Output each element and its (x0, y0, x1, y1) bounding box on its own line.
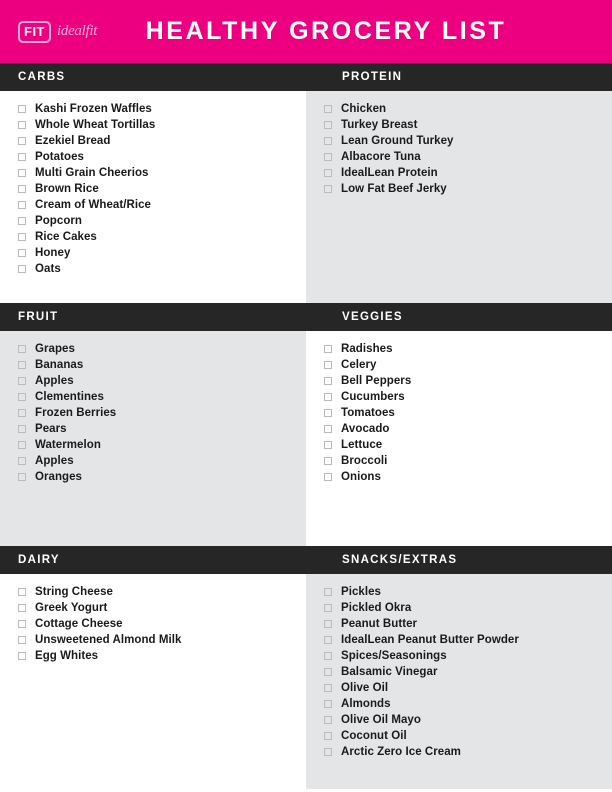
section-row-3 (0, 546, 612, 789)
checklist-item[interactable] (0, 373, 306, 389)
checklist-item-label: Popcorn (35, 215, 82, 227)
checkbox-icon[interactable] (18, 441, 26, 449)
section-title-protein: PROTEIN (342, 71, 403, 83)
checklist-item-label: Egg Whites (35, 650, 99, 662)
section-header-row-1 (0, 63, 612, 91)
section-title-veggies: VEGGIES (342, 311, 403, 323)
checklist-item-label: Apples (35, 455, 74, 467)
section-list-dairy (0, 574, 306, 789)
checklist-item-label: Rice Cakes (35, 231, 97, 243)
checklist-item-label: Tomatoes (341, 407, 395, 419)
checklist-item[interactable] (0, 648, 306, 664)
checkbox-icon[interactable] (18, 201, 26, 209)
checklist-item-label: Pears (35, 423, 67, 435)
checklist-item[interactable] (306, 728, 612, 744)
checklist-item[interactable] (0, 632, 306, 648)
section-row-2 (0, 303, 612, 546)
checklist-item-label: Potatoes (35, 151, 84, 163)
checklist-item-label: Whole Wheat Tortillas (35, 119, 156, 131)
checkbox-icon[interactable] (18, 249, 26, 257)
checklist-item[interactable] (0, 197, 306, 213)
checklist-item-label: Grapes (35, 343, 75, 355)
checklist-item-label: Clementines (35, 391, 104, 403)
checklist-item-label: Honey (35, 247, 71, 259)
checkbox-icon[interactable] (18, 361, 26, 369)
section-header-row-3 (0, 546, 612, 574)
checklist-item[interactable] (0, 469, 306, 485)
checkbox-icon[interactable] (324, 409, 332, 417)
checklist-item-label: Avocado (341, 423, 390, 435)
section-title-fruit: FRUIT (18, 311, 59, 323)
section-body-row-3 (0, 574, 612, 789)
checklist-item[interactable] (306, 469, 612, 485)
checkbox-icon[interactable] (18, 377, 26, 385)
checklist-item[interactable] (0, 600, 306, 616)
checklist-item-label: Arctic Zero Ice Cream (341, 746, 461, 758)
checklist-item[interactable] (306, 133, 612, 149)
checklist-item[interactable] (0, 229, 306, 245)
checklist-item-label: Bananas (35, 359, 84, 371)
checkbox-icon[interactable] (324, 652, 332, 660)
checkbox-icon[interactable] (18, 588, 26, 596)
checklist-item[interactable] (306, 600, 612, 616)
checklist-item-label: Lettuce (341, 439, 383, 451)
checklist-item[interactable] (306, 341, 612, 357)
checkbox-icon[interactable] (18, 233, 26, 241)
section-list-protein (306, 91, 612, 303)
checklist-item-label: Chicken (341, 103, 387, 115)
checklist-item-label: IdealLean Peanut Butter Powder (341, 634, 519, 646)
checklist-item-label: Albacore Tuna (341, 151, 421, 163)
checklist-item[interactable] (0, 584, 306, 600)
section-header-row-2 (0, 303, 612, 331)
checklist-item[interactable] (0, 357, 306, 373)
section-title-carbs: CARBS (18, 71, 66, 83)
section-list-veggies (306, 331, 612, 546)
checkbox-icon[interactable] (324, 153, 332, 161)
checkbox-icon[interactable] (18, 393, 26, 401)
checklist-item[interactable] (306, 389, 612, 405)
section-body-row-1 (0, 91, 612, 303)
checkbox-icon[interactable] (324, 604, 332, 612)
checkbox-icon[interactable] (324, 748, 332, 756)
checklist-item[interactable] (0, 437, 306, 453)
checkbox-icon[interactable] (324, 425, 332, 433)
checklist-item[interactable] (306, 744, 612, 760)
checkbox-icon[interactable] (18, 425, 26, 433)
checklist-item-label: Olive Oil Mayo (341, 714, 421, 726)
checklist-item[interactable] (306, 664, 612, 680)
checkbox-icon[interactable] (18, 604, 26, 612)
checklist-item[interactable] (0, 453, 306, 469)
checkbox-icon[interactable] (324, 377, 332, 385)
checklist-item[interactable] (306, 616, 612, 632)
checkbox-icon[interactable] (18, 137, 26, 145)
checklist-item[interactable] (306, 357, 612, 373)
checklist-item-label: Low Fat Beef Jerky (341, 183, 447, 195)
checkbox-icon[interactable] (324, 620, 332, 628)
checkbox-icon[interactable] (324, 137, 332, 145)
section-list-snacks-extras (306, 574, 612, 789)
checkbox-icon[interactable] (324, 473, 332, 481)
checklist-item[interactable] (306, 632, 612, 648)
section-row-1 (0, 63, 612, 303)
checklist-item-label: Cream of Wheat/Rice (35, 199, 151, 211)
checklist-item[interactable] (306, 181, 612, 197)
checklist-item-label: Cucumbers (341, 391, 405, 403)
checklist-item[interactable] (306, 101, 612, 117)
checkbox-icon[interactable] (18, 345, 26, 353)
checklist-item-label: Balsamic Vinegar (341, 666, 438, 678)
checklist-item[interactable] (0, 405, 306, 421)
checkbox-icon[interactable] (324, 345, 332, 353)
checklist-item-label: Coconut Oil (341, 730, 407, 742)
checklist-item[interactable] (0, 181, 306, 197)
checklist-item[interactable] (0, 117, 306, 133)
checklist-item-label: Unsweetened Almond Milk (35, 634, 182, 646)
checkbox-icon[interactable] (324, 169, 332, 177)
checklist-item[interactable] (306, 712, 612, 728)
section-list-fruit (0, 331, 306, 546)
checklist-item-label: Multi Grain Cheerios (35, 167, 149, 179)
checklist-item[interactable] (0, 616, 306, 632)
checklist-item-label: Almonds (341, 698, 391, 710)
logo-fit-badge: FIT (18, 21, 51, 43)
checkbox-icon[interactable] (18, 153, 26, 161)
sections-board (0, 63, 612, 792)
checkbox-icon[interactable] (324, 457, 332, 465)
checklist-item[interactable] (0, 421, 306, 437)
checklist-item[interactable] (306, 117, 612, 133)
checkbox-icon[interactable] (324, 441, 332, 449)
checklist-item-label: Lean Ground Turkey (341, 135, 454, 147)
checkbox-icon[interactable] (18, 473, 26, 481)
checklist-item-label: Frozen Berries (35, 407, 117, 419)
checkbox-icon[interactable] (324, 668, 332, 676)
checkbox-icon[interactable] (324, 185, 332, 193)
checklist-item[interactable] (0, 133, 306, 149)
checklist-item-label: Oats (35, 263, 61, 275)
checkbox-icon[interactable] (18, 169, 26, 177)
checklist-item[interactable] (306, 165, 612, 181)
checklist-item[interactable] (306, 437, 612, 453)
checklist-item-label: Onions (341, 471, 381, 483)
checklist-item[interactable] (306, 421, 612, 437)
checklist-item[interactable] (306, 453, 612, 469)
checklist-item[interactable] (0, 341, 306, 357)
checklist-item-label: IdealLean Protein (341, 167, 438, 179)
checklist-item-label: Ezekiel Bread (35, 135, 111, 147)
checklist-item-label: Bell Peppers (341, 375, 412, 387)
section-body-row-2 (0, 331, 612, 546)
section-title-dairy: DAIRY (18, 554, 60, 566)
checkbox-icon[interactable] (324, 361, 332, 369)
checkbox-icon[interactable] (324, 700, 332, 708)
checklist-item[interactable] (306, 584, 612, 600)
checkbox-icon[interactable] (18, 217, 26, 225)
checkbox-icon[interactable] (324, 393, 332, 401)
checkbox-icon[interactable] (18, 265, 26, 273)
checkbox-icon[interactable] (324, 716, 332, 724)
checkbox-icon[interactable] (18, 620, 26, 628)
checkbox-icon[interactable] (324, 121, 332, 129)
checkbox-icon[interactable] (18, 652, 26, 660)
checkbox-icon[interactable] (324, 588, 332, 596)
checklist-item[interactable] (0, 149, 306, 165)
checklist-item-label: Brown Rice (35, 183, 99, 195)
checkbox-icon[interactable] (18, 409, 26, 417)
brand-logo (18, 21, 110, 43)
checkbox-icon[interactable] (18, 185, 26, 193)
checklist-item-label: Olive Oil (341, 682, 389, 694)
checklist-item[interactable] (0, 213, 306, 229)
checklist-item[interactable] (306, 373, 612, 389)
checklist-item-label: Kashi Frozen Waffles (35, 103, 152, 115)
section-title-snacks-extras: SNACKS/EXTRAS (342, 554, 458, 566)
checkbox-icon[interactable] (18, 121, 26, 129)
checklist-item-label: Pickled Okra (341, 602, 412, 614)
checklist-item[interactable] (0, 389, 306, 405)
checklist-item[interactable] (306, 696, 612, 712)
checkbox-icon[interactable] (324, 636, 332, 644)
checklist-item-label: Oranges (35, 471, 83, 483)
checklist-item-label: Watermelon (35, 439, 101, 451)
checklist-item-label: String Cheese (35, 586, 113, 598)
checkbox-icon[interactable] (324, 105, 332, 113)
section-list-carbs (0, 91, 306, 303)
checklist-item-label: Cottage Cheese (35, 618, 123, 630)
checkbox-icon[interactable] (324, 732, 332, 740)
logo-wordmark: idealfit (57, 23, 98, 39)
checklist-item-label: Spices/Seasonings (341, 650, 447, 662)
checklist-item[interactable] (306, 680, 612, 696)
page-title: HEALTHY GROCERY LIST (145, 17, 507, 45)
checklist-item[interactable] (306, 149, 612, 165)
checklist-item-label: Radishes (341, 343, 393, 355)
checkbox-icon[interactable] (18, 636, 26, 644)
checklist-item-label: Broccoli (341, 455, 388, 467)
checklist-item-label: Apples (35, 375, 74, 387)
checklist-item-label: Greek Yogurt (35, 602, 108, 614)
page-banner (0, 0, 612, 63)
checkbox-icon[interactable] (324, 684, 332, 692)
checklist-item-label: Peanut Butter (341, 618, 418, 630)
checklist-item[interactable] (306, 405, 612, 421)
checklist-item-label: Pickles (341, 586, 381, 598)
checklist-item-label: Turkey Breast (341, 119, 418, 131)
checklist-item[interactable] (0, 165, 306, 181)
checklist-item[interactable] (306, 648, 612, 664)
checkbox-icon[interactable] (18, 457, 26, 465)
checklist-item[interactable] (0, 261, 306, 277)
checklist-item[interactable] (0, 245, 306, 261)
checklist-item[interactable] (0, 101, 306, 117)
checkbox-icon[interactable] (18, 105, 26, 113)
checklist-item-label: Celery (341, 359, 377, 371)
